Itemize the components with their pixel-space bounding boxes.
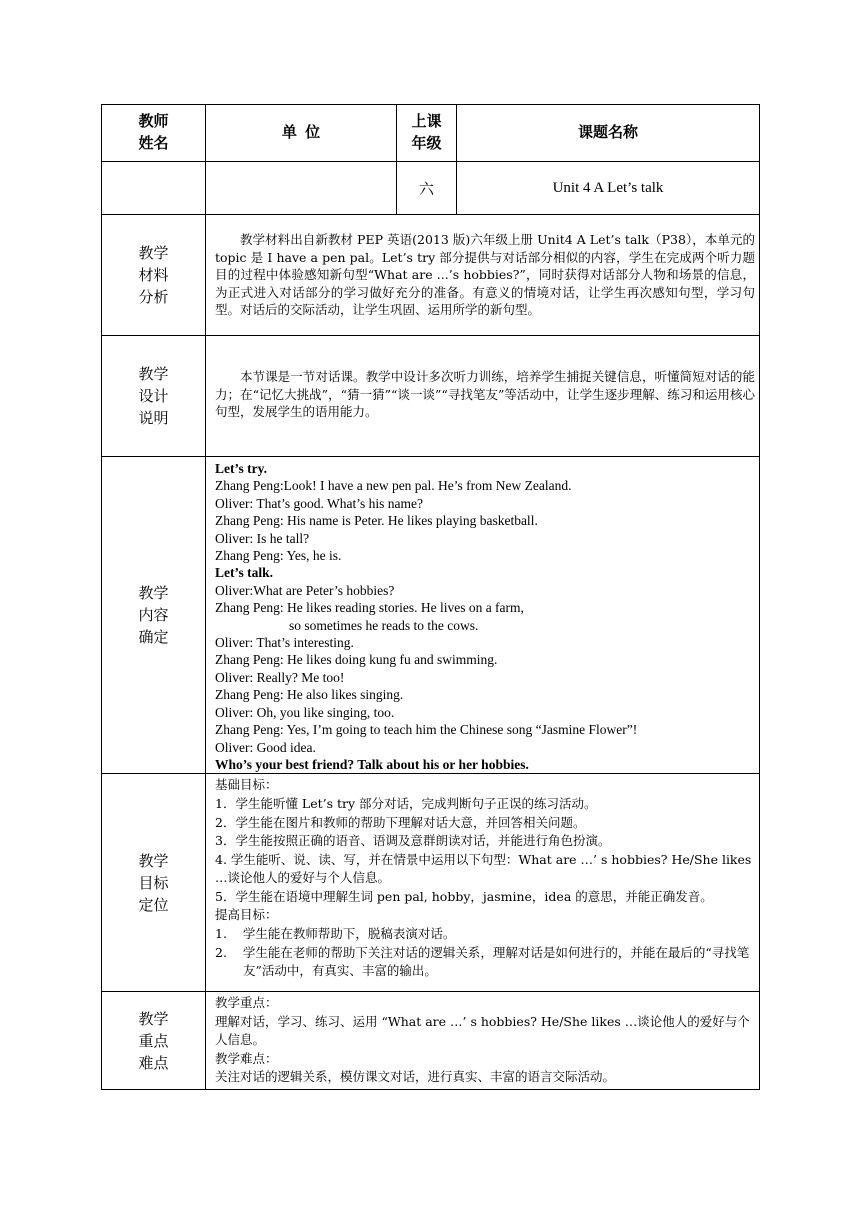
teacher-name-value [102,162,206,215]
dialogue-line: Zhang Peng: Yes, I’m going to teach him the Chinese song “Jasmine Flower”! [215,722,638,738]
basic-goal-item: 5．学生能在语境中理解生词 pen pal, hobby，jasmine，idea 的意思，并能正确发音。 [215,888,713,904]
lets-try-heading: Let’s try. [215,461,267,476]
material-text-cell [206,215,760,336]
lesson-plan-table [101,104,760,1090]
advanced-goals-title: 提高目标： [215,907,278,923]
dialogue-line: so sometimes he reads to the cows. [289,617,479,633]
goals-row [102,774,760,992]
dialogue-line: Zhang Peng: His name is Peter. He likes playing basketball. [215,513,538,529]
dialogue-line: Oliver: Oh, you like singing, too. [215,704,395,720]
dialogue-line: Oliver: That’s good. What’s his name? [215,495,423,511]
unit-value [206,162,397,215]
lets-talk-heading: Let’s talk. [215,565,273,581]
header-row [102,105,760,162]
unit-header: 单 位 [206,105,397,162]
focus-text: 理解对话，学习、练习、运用 “What are …’ s hobbies? He/She likes …谈论他人的爱好与个人信息。 [215,1013,750,1048]
basic-goal-item: 2．学生能在图片和教师的帮助下理解对话大意，并回答相关问题。 [215,814,586,830]
keypoints-row [102,992,760,1090]
teacher-name-header: 教师 姓名 [102,105,206,162]
dialogue-cell [206,457,760,774]
discussion-prompt: Who’s your best friend? Talk about his or her hobbies. [215,756,529,772]
advanced-goal-item: 1. 学生能在教师帮助下，脱稿表演对话。 [215,926,456,942]
dialogue-line: Zhang Peng: He also likes singing. [215,687,404,703]
keypoints-cell [206,992,760,1090]
advanced-goal-item: 2. 学生能在老师的帮助下关注对话的逻辑关系，理解对话是如何进行的，并能在最后的“寻找笔友”活动中，有真实、丰富的输出。 [215,944,750,979]
dialogue-line: Oliver:What are Peter’s hobbies? [215,582,395,598]
goals-cell [206,774,760,992]
basic-goal-item: 1．学生能听懂 Let’s try 部分对话，完成判断句子正误的练习活动。 [215,795,597,811]
dialogue-line: Oliver: Is he tall? [215,530,310,546]
design-label: 教学 设计 说明 [102,336,206,457]
dialogue-line: Oliver: Really? Me too! [215,669,345,685]
design-text: 本节课是一节对话课。教学中设计多次听力训练，培养学生捕捉关键信息，听懂简短对话的能力；在“记忆大挑战”，“猜一猜”“谈一谈”“寻找笔友”等活动中，让学生逐步理解、练习和运用核心句型，发展学生的语用能力。 [215,369,755,419]
difficulty-title: 教学难点： [215,1050,278,1066]
dialogue-line: Zhang Peng: Yes, he is. [215,548,342,564]
topic-header: 课题名称 [457,105,760,162]
content-label: 教学 内容 确定 [102,457,206,774]
content-row [102,457,760,774]
material-row [102,215,760,336]
material-text: 教学材料出自新教材 PEP 英语(2013 版)六年级上册 Unit4 A Let’s talk（P38），本单元的 topic 是 I have a pen pal。Let’s try 部分提供与对话部分相似的内容，学生在完成两个听力题目的过程中体验感知新句型“What are ...’s hobbies?”，同时获得对话部分人物和场景的信息，为正式进入对话部分的学习做好充分的准备。有意义的情境对话，让学生再次感知句型，学习句型。对话后的交际活动，让学生巩固、运用所学的新句型。 [215,232,755,318]
design-text-cell [206,336,760,457]
grade-value: 六 [397,162,457,215]
dialogue-line: Oliver: Good idea. [215,739,316,755]
dialogue-line: Zhang Peng:Look! I have a new pen pal. He’s from New Zealand. [215,478,572,494]
material-label: 教学 材料 分析 [102,215,206,336]
basic-goals-title: 基础目标： [215,777,278,793]
design-row [102,336,760,457]
dialogue-line: Zhang Peng: He likes reading stories. He lives on a farm, [215,600,524,616]
info-row [102,162,760,215]
basic-goal-item: 4. 学生能听、说、读、写，并在情景中运用以下句型：What are …’ s hobbies? He/She likes …谈论他人的爱好与个人信息。 [215,851,752,886]
goals-label: 教学 目标 定位 [102,774,206,992]
dialogue-line: Zhang Peng: He likes doing kung fu and swimming. [215,652,498,668]
keypoints-label: 教学 重点 难点 [102,992,206,1090]
difficulty-text: 关注对话的逻辑关系，模仿课文对话，进行真实、丰富的语言交际活动。 [215,1069,616,1085]
focus-title: 教学重点： [215,995,278,1011]
topic-value: Unit 4 A Let’s talk [457,162,760,215]
grade-header: 上课 年级 [397,105,457,162]
basic-goal-item: 3．学生能按照正确的语音、语调及意群朗读对话，并能进行角色扮演。 [215,833,611,849]
dialogue-line: Oliver: That’s interesting. [215,635,354,651]
